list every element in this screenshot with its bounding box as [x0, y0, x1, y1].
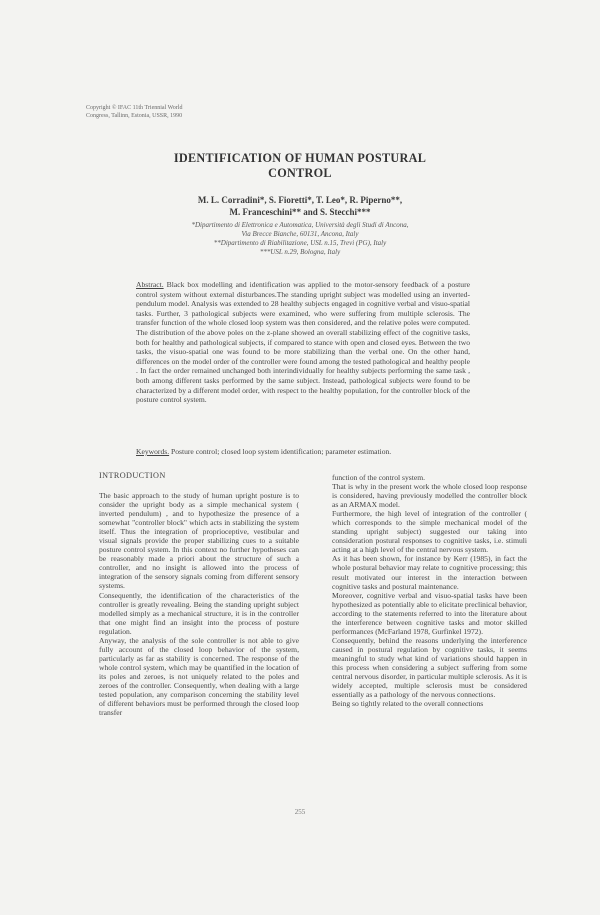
body-paragraph: The basic approach to the study of human upright posture is to consider the upright body as a simple mechanical system ( inverted pendulum) , and to hypothesize the presence of a somewhat "controller block" which acts in stabilizing the system itself. Thus the integration of proprioceptive, vestibular and visual signals provide the proper stabilizing cues to a suitable posture control system. In this context no further hypotheses can be reasonably made a priori about the structure of such a controller, and no insight is allowed into the process of integration of the sensory signals coming from different sensory systems. — [99, 491, 299, 591]
title-line: CONTROL — [268, 166, 332, 180]
body-paragraph: Moreover, cognitive verbal and visuo-spatial tasks have been hypothesized as potentially able to elicitate preclinical behavior, according to the statements referred to into the literature about the interference between cognitive tasks and motor skilled performances (McFarland 1978, Gurfinkel 1972). — [332, 590, 527, 636]
body-paragraph: As it has been shown, for instance by Kerr (1985), in fact the whole postural behavior may relate to cognitive processing; this result motivated our interest in the interaction between cognitive tasks and postural maintenance. — [332, 554, 527, 591]
right-column — [332, 473, 527, 708]
affiliation-line: ***USL n.29, Bologna, Italy — [259, 248, 341, 256]
affiliation-line: *Dipartimento di Elettronica e Automatica, Università degli Studi di Ancona, — [191, 221, 409, 229]
abstract — [136, 280, 470, 405]
section-heading-introduction: INTRODUCTION — [99, 471, 166, 480]
author-line: M. L. Corradini*, S. Fioretti*, T. Leo*, R. Piperno**, — [197, 195, 403, 205]
keywords-label: Keywords. — [136, 447, 170, 456]
author-line: M. Franceschini** and S. Stecchi*** — [229, 206, 371, 217]
abstract-text: Black box modelling and identification was applied to the motor-sensory feedback of a posture control system without external disturbances.The standing upright subject was modelled using an inverted-pendulum model. Analysis was extended to 28 healthy subjects engaged in cognitive verbal and visuo-spatial tasks. Further, 3 pathological subjects were examined, who were suffering from multiple sclerosis. The transfer function of the whole closed loop system was then considered, and the relative poles were computed. The distribution of the above poles on the z-plane showed an overall stabilizing effect of the cognitive tasks, both for healthy and pathological subjects, if compared to stance with open and closed eyes. Between the two tasks, the visuo-spatial one was found to be more stabilizing than the verbal one. On the other hand, differences on the model order of the controller were found among the tested pathological and healthy people . In fact the order remained unchanged both interindividually for healthy subjects performing the same task , both among different tasks performed by the same subject. Instead, pathological subjects were found to be characterized by a different model order, with respect to the healthy population, for the controller block of the posture control system. — [136, 280, 470, 405]
affiliations — [120, 221, 480, 257]
copyright-line: Copyright © IFAC 11th Triennial World — [86, 105, 183, 111]
left-column — [99, 491, 299, 717]
affiliation-line: **Dipartimento di Riabilitazione, USL n.15, Trevi (PG), Italy — [213, 239, 387, 247]
body-paragraph: Consequently, the identification of the characteristics of the controller is greatly revealing. Being the standing upright subject modelled simply as a mechanical structure, it is in the controller that one might find an insight into the process of posture regulation. — [99, 590, 299, 636]
abstract-label: Abstract. — [136, 280, 164, 289]
body-paragraph: Being so tightly related to the overall connections — [332, 699, 484, 709]
copyright-notice — [86, 104, 286, 120]
body-paragraph: That is why in the present work the whole closed loop response is considered, having previously modelled the controller block as an ARMAX model. — [332, 482, 527, 510]
author-list — [120, 195, 480, 218]
keywords — [136, 447, 476, 457]
body-paragraph: function of the control system. — [332, 473, 426, 482]
body-paragraph: Consequently, behind the reasons underlying the interference caused in postural regulation by cognitive tasks, it seems meaningful to study what kind of variations should happen in this process when considering a subject suffering from some central nervous disorder, in particular multiple sclerosis. As it is widely accepted, multiple sclerosis must be considered essentially as a pathology of the nervous connections. — [332, 635, 527, 700]
title-line: IDENTIFICATION OF HUMAN POSTURAL — [173, 151, 427, 165]
body-paragraph: Anyway, the analysis of the sole controller is not able to give fully account of the closed loop behavior of the system, particularly as far as stability is concerned. The response of the whole control system, which may be quantified in the location of its poles and zeroes, is not uniquely related to the poles and zeroes of the controller. Consequently, when dealing with a large tested population, any comparison concerning the stability level of different behaviors must be performed through the closed loop transfer — [99, 635, 299, 718]
page-number: 255 — [294, 808, 306, 816]
body-paragraph: Furthermore, the high level of integration of the controller ( which corresponds to the simple mechanical model of the standing upright subject) suggested our taking into consideration postural responses to cognitive tasks, i.e. stimuli acting at a high level of the central nervous system. — [332, 509, 527, 555]
copyright-line: Congress, Tallinn, Estonia, USSR, 1990 — [86, 113, 183, 119]
paper-title — [120, 151, 480, 181]
keywords-text: Posture control; closed loop system identification; parameter estimation. — [169, 447, 392, 456]
affiliation-line: Via Brecce Bianche, 60131, Ancona, Italy — [241, 230, 359, 238]
